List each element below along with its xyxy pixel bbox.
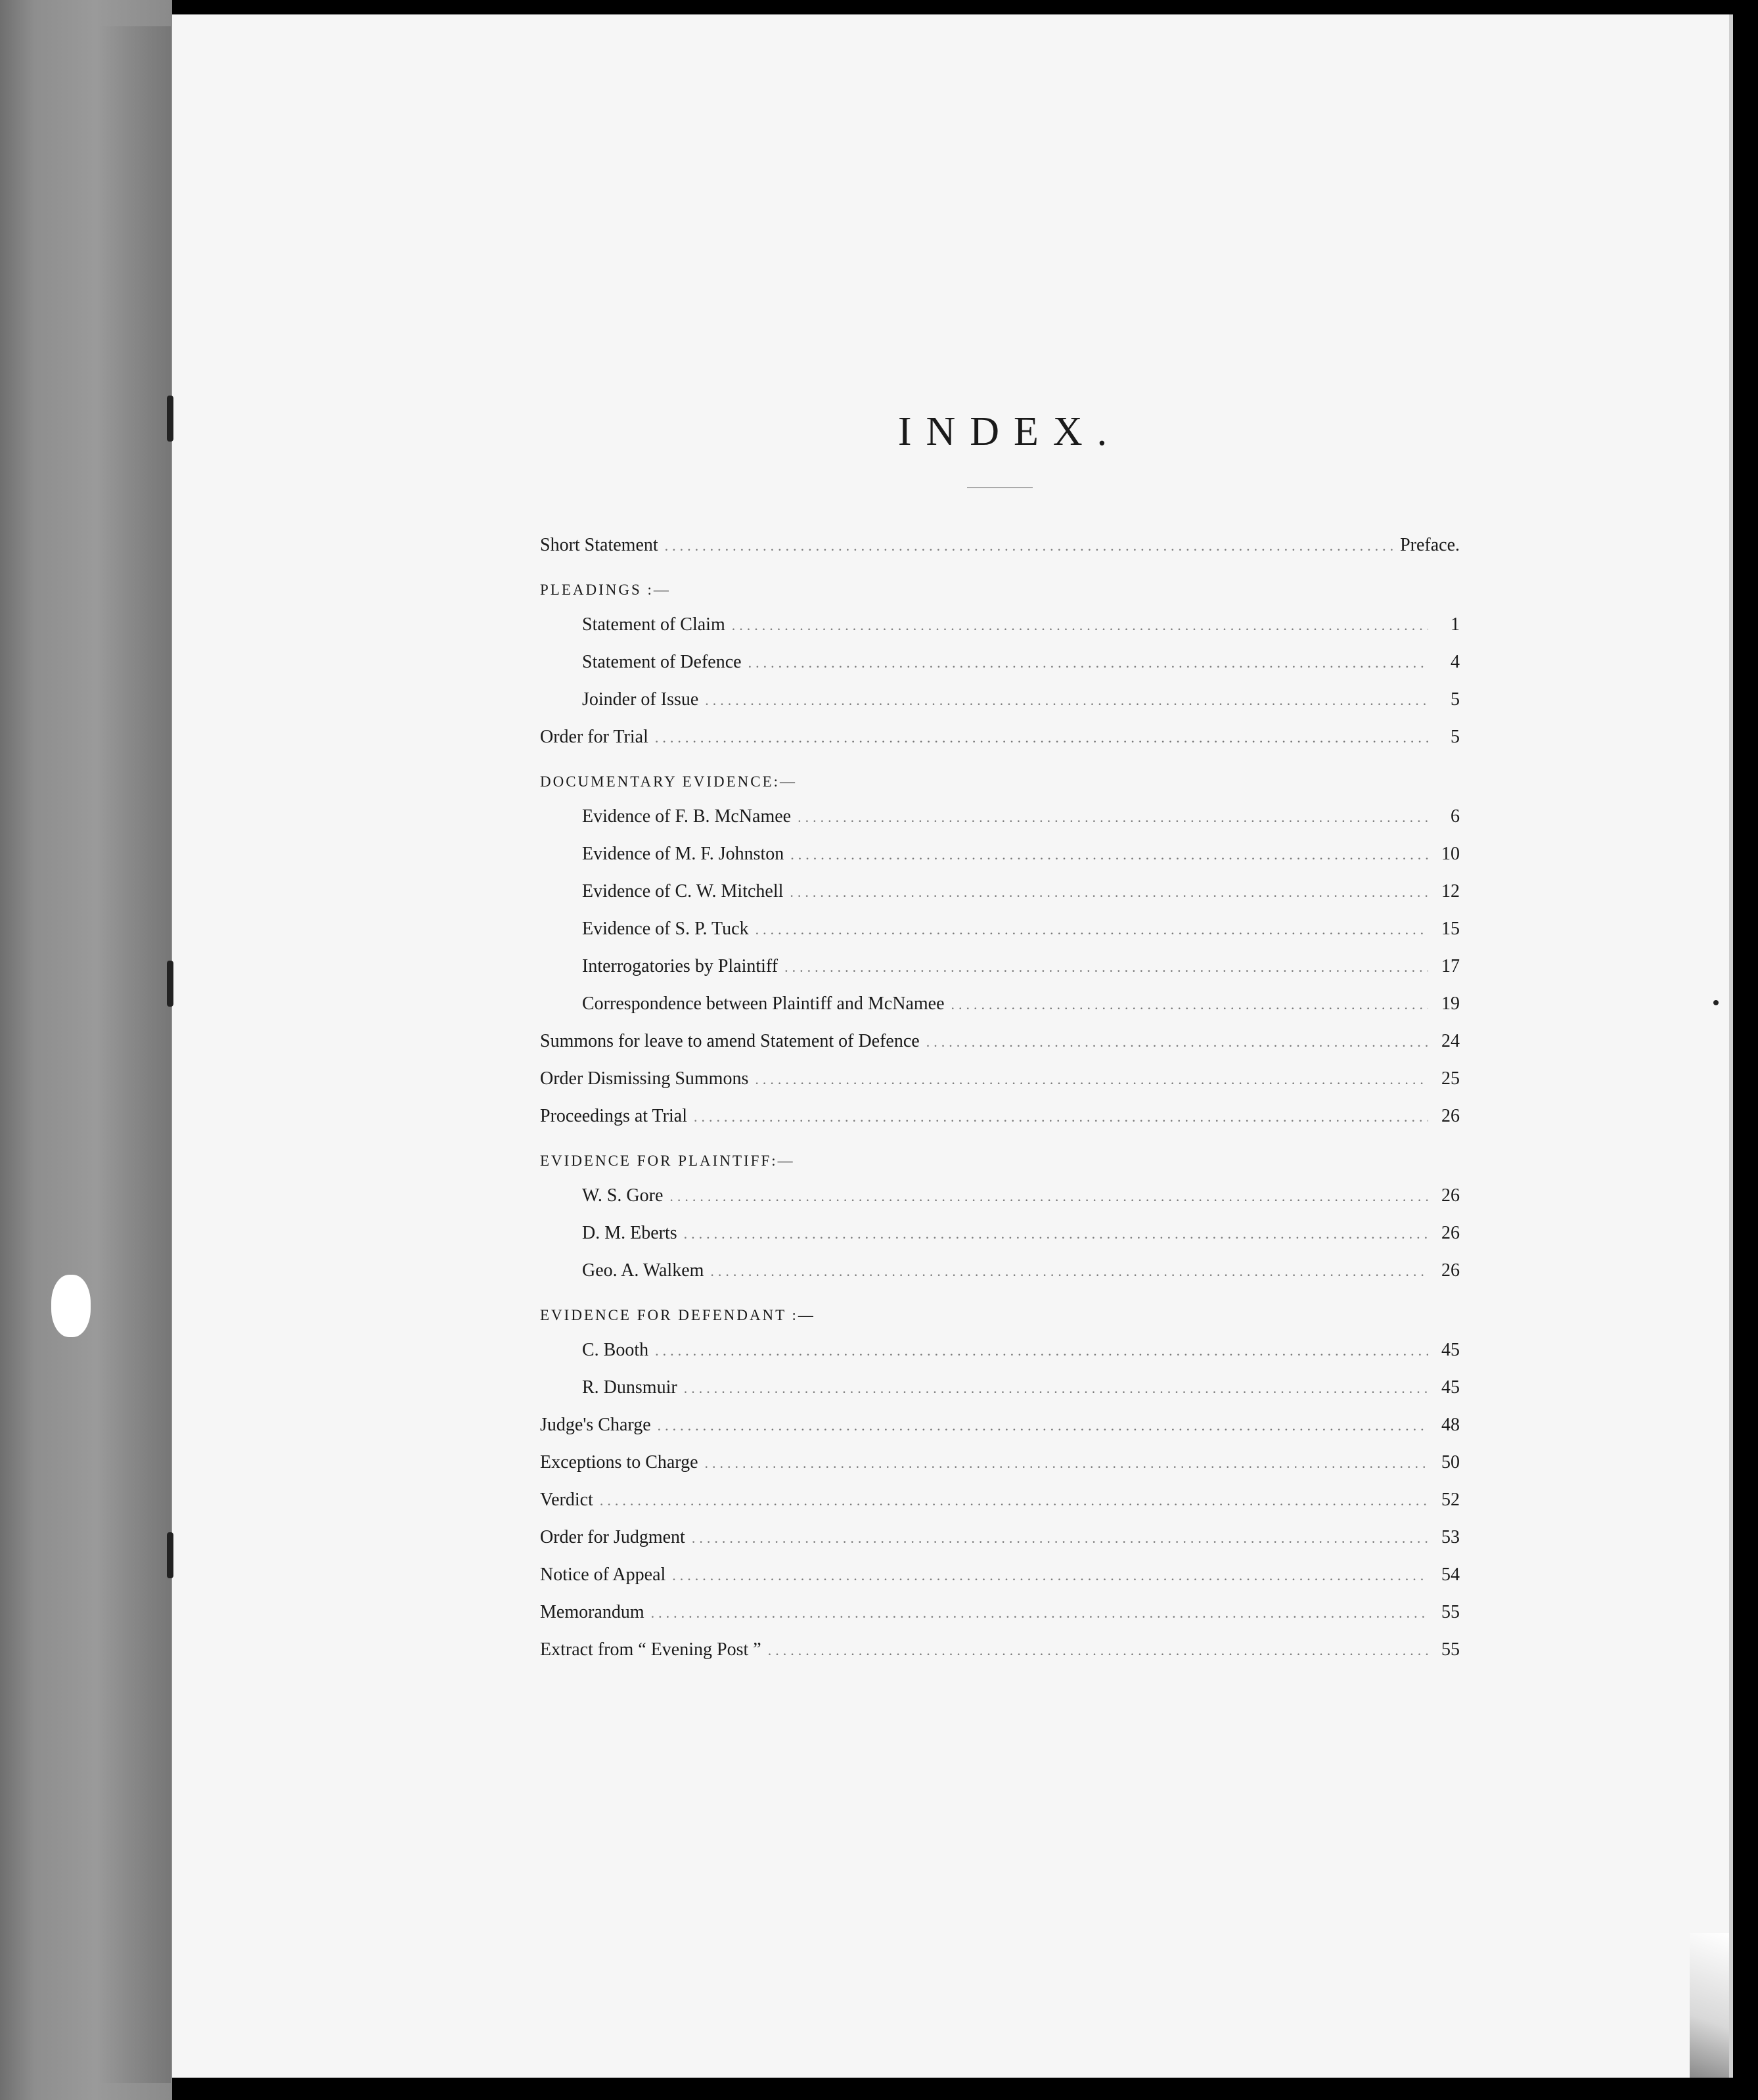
index-entry	[540, 1593, 1460, 1631]
document-page	[172, 14, 1733, 2078]
speck-mark	[1713, 1000, 1719, 1005]
binding-hole-mark	[167, 961, 173, 1007]
index-entry	[540, 798, 1460, 835]
entry-label: Verdict	[540, 1490, 593, 1510]
entry-page-number: 53	[1441, 1527, 1460, 1547]
dot-leader	[951, 986, 1428, 1023]
index-entry	[540, 1444, 1460, 1481]
dot-leader	[600, 1482, 1428, 1519]
index-entry	[540, 873, 1460, 910]
dot-leader	[655, 1332, 1428, 1369]
paper-blemish	[51, 1275, 91, 1337]
entry-label: Summons for leave to amend Statement of Defence	[540, 1031, 920, 1051]
binding-hole-mark	[167, 1532, 173, 1578]
entry-page-number: 19	[1441, 993, 1460, 1014]
spine-shadow	[99, 26, 171, 2083]
dot-leader	[755, 1061, 1428, 1098]
index-entry	[540, 910, 1460, 947]
entry-label: Statement of Defence	[582, 652, 742, 672]
index-entry	[540, 1252, 1460, 1289]
binding-hole-mark	[167, 396, 173, 442]
entry-label: Geo. A. Walkem	[582, 1260, 704, 1281]
entry-page-number: 26	[1441, 1260, 1460, 1281]
index-title: INDEX.	[897, 409, 1122, 454]
index-entry	[540, 643, 1460, 681]
index-entries	[540, 526, 1460, 1668]
entry-page-number: 26	[1441, 1223, 1460, 1243]
index-section-heading: PLEADINGS :—	[540, 582, 671, 598]
entry-page-number: 52	[1441, 1490, 1460, 1510]
entry-label: Memorandum	[540, 1602, 644, 1622]
index-entry	[540, 606, 1460, 643]
index-entry	[540, 1214, 1460, 1252]
index-entry	[540, 835, 1460, 873]
entry-label: Extract from “ Evening Post ”	[540, 1639, 761, 1660]
dot-leader	[655, 719, 1428, 756]
entry-label: Evidence of C. W. Mitchell	[582, 881, 784, 902]
index-entry	[540, 1060, 1460, 1097]
entry-page-number: Preface.	[1400, 535, 1460, 555]
entry-page-number: 26	[1441, 1185, 1460, 1206]
entry-label: Interrogatories by Plaintiff	[582, 956, 778, 976]
index-entry	[540, 718, 1460, 756]
dot-leader	[658, 1407, 1428, 1444]
dot-leader	[705, 681, 1428, 719]
entry-label: Short Statement	[540, 535, 658, 555]
entry-label: W. S. Gore	[582, 1185, 664, 1206]
entry-page-number: 1	[1451, 614, 1460, 635]
entry-page-number: 17	[1441, 956, 1460, 976]
entry-label: Exceptions to Charge	[540, 1452, 698, 1472]
index-entry	[540, 1556, 1460, 1593]
index-entry	[540, 681, 1460, 718]
page-curl	[1690, 1933, 1729, 2078]
index-entry	[540, 526, 1460, 564]
entry-label: Correspondence between Plaintiff and McNamee	[582, 993, 945, 1014]
dot-leader	[651, 1594, 1428, 1632]
dot-leader	[768, 1632, 1428, 1669]
entry-label: D. M. Eberts	[582, 1223, 677, 1243]
dot-leader	[790, 873, 1428, 911]
dot-leader	[748, 644, 1428, 681]
entry-label: Notice of Appeal	[540, 1564, 666, 1585]
index-entry	[540, 1406, 1460, 1444]
index-section-heading: EVIDENCE FOR PLAINTIFF:—	[540, 1153, 795, 1169]
index-entry	[540, 1481, 1460, 1518]
entry-page-number: 6	[1451, 806, 1460, 827]
dot-leader	[790, 836, 1428, 873]
dot-leader	[665, 527, 1393, 564]
index-entry	[540, 947, 1460, 985]
entry-label: Evidence of F. B. McNamee	[582, 806, 792, 827]
entry-label: Joinder of Issue	[582, 689, 699, 710]
entry-page-number: 45	[1441, 1377, 1460, 1398]
dot-leader	[755, 911, 1428, 948]
index-block	[540, 409, 1460, 1668]
entry-page-number: 45	[1441, 1340, 1460, 1360]
dot-leader	[926, 1023, 1428, 1061]
entry-page-number: 50	[1441, 1452, 1460, 1472]
dot-leader	[684, 1369, 1428, 1407]
index-entry	[540, 1177, 1460, 1214]
index-section-heading: DOCUMENTARY EVIDENCE:—	[540, 773, 798, 790]
dot-leader	[694, 1098, 1428, 1135]
entry-page-number: 15	[1441, 919, 1460, 939]
entry-label: Proceedings at Trial	[540, 1106, 687, 1126]
entry-page-number: 25	[1441, 1068, 1460, 1089]
entry-label: C. Booth	[582, 1340, 649, 1360]
entry-label: Evidence of S. P. Tuck	[582, 919, 749, 939]
dot-leader	[669, 1177, 1428, 1215]
index-entry	[540, 1369, 1460, 1406]
dot-leader	[798, 798, 1428, 836]
entry-page-number: 55	[1441, 1602, 1460, 1622]
entry-label: Statement of Claim	[582, 614, 725, 635]
entry-page-number: 12	[1441, 881, 1460, 902]
entry-page-number: 24	[1441, 1031, 1460, 1051]
dot-leader	[732, 606, 1428, 644]
entry-page-number: 54	[1441, 1564, 1460, 1585]
dot-leader	[672, 1557, 1428, 1594]
index-section-heading: EVIDENCE FOR DEFENDANT :—	[540, 1307, 815, 1323]
index-entry	[540, 985, 1460, 1022]
dot-leader	[710, 1252, 1428, 1290]
dot-leader	[692, 1519, 1428, 1557]
title-rule	[967, 487, 1033, 488]
dot-leader	[684, 1215, 1428, 1252]
entry-page-number: 10	[1441, 844, 1460, 864]
index-entry	[540, 1097, 1460, 1135]
entry-page-number: 5	[1451, 727, 1460, 747]
entry-label: Order for Judgment	[540, 1527, 685, 1547]
entry-label: Evidence of M. F. Johnston	[582, 844, 784, 864]
entry-label: Order Dismissing Summons	[540, 1068, 749, 1089]
entry-page-number: 26	[1441, 1106, 1460, 1126]
entry-page-number: 5	[1451, 689, 1460, 710]
entry-label: Judge's Charge	[540, 1415, 651, 1435]
index-entry	[540, 1022, 1460, 1060]
dot-leader	[784, 948, 1428, 986]
entry-label: Order for Trial	[540, 727, 648, 747]
entry-label: R. Dunsmuir	[582, 1377, 677, 1398]
index-entry	[540, 1518, 1460, 1556]
entry-page-number: 4	[1451, 652, 1460, 672]
index-entry	[540, 1631, 1460, 1668]
index-entry	[540, 1331, 1460, 1369]
entry-page-number: 48	[1441, 1415, 1460, 1435]
dot-leader	[705, 1444, 1428, 1482]
entry-page-number: 55	[1441, 1639, 1460, 1660]
